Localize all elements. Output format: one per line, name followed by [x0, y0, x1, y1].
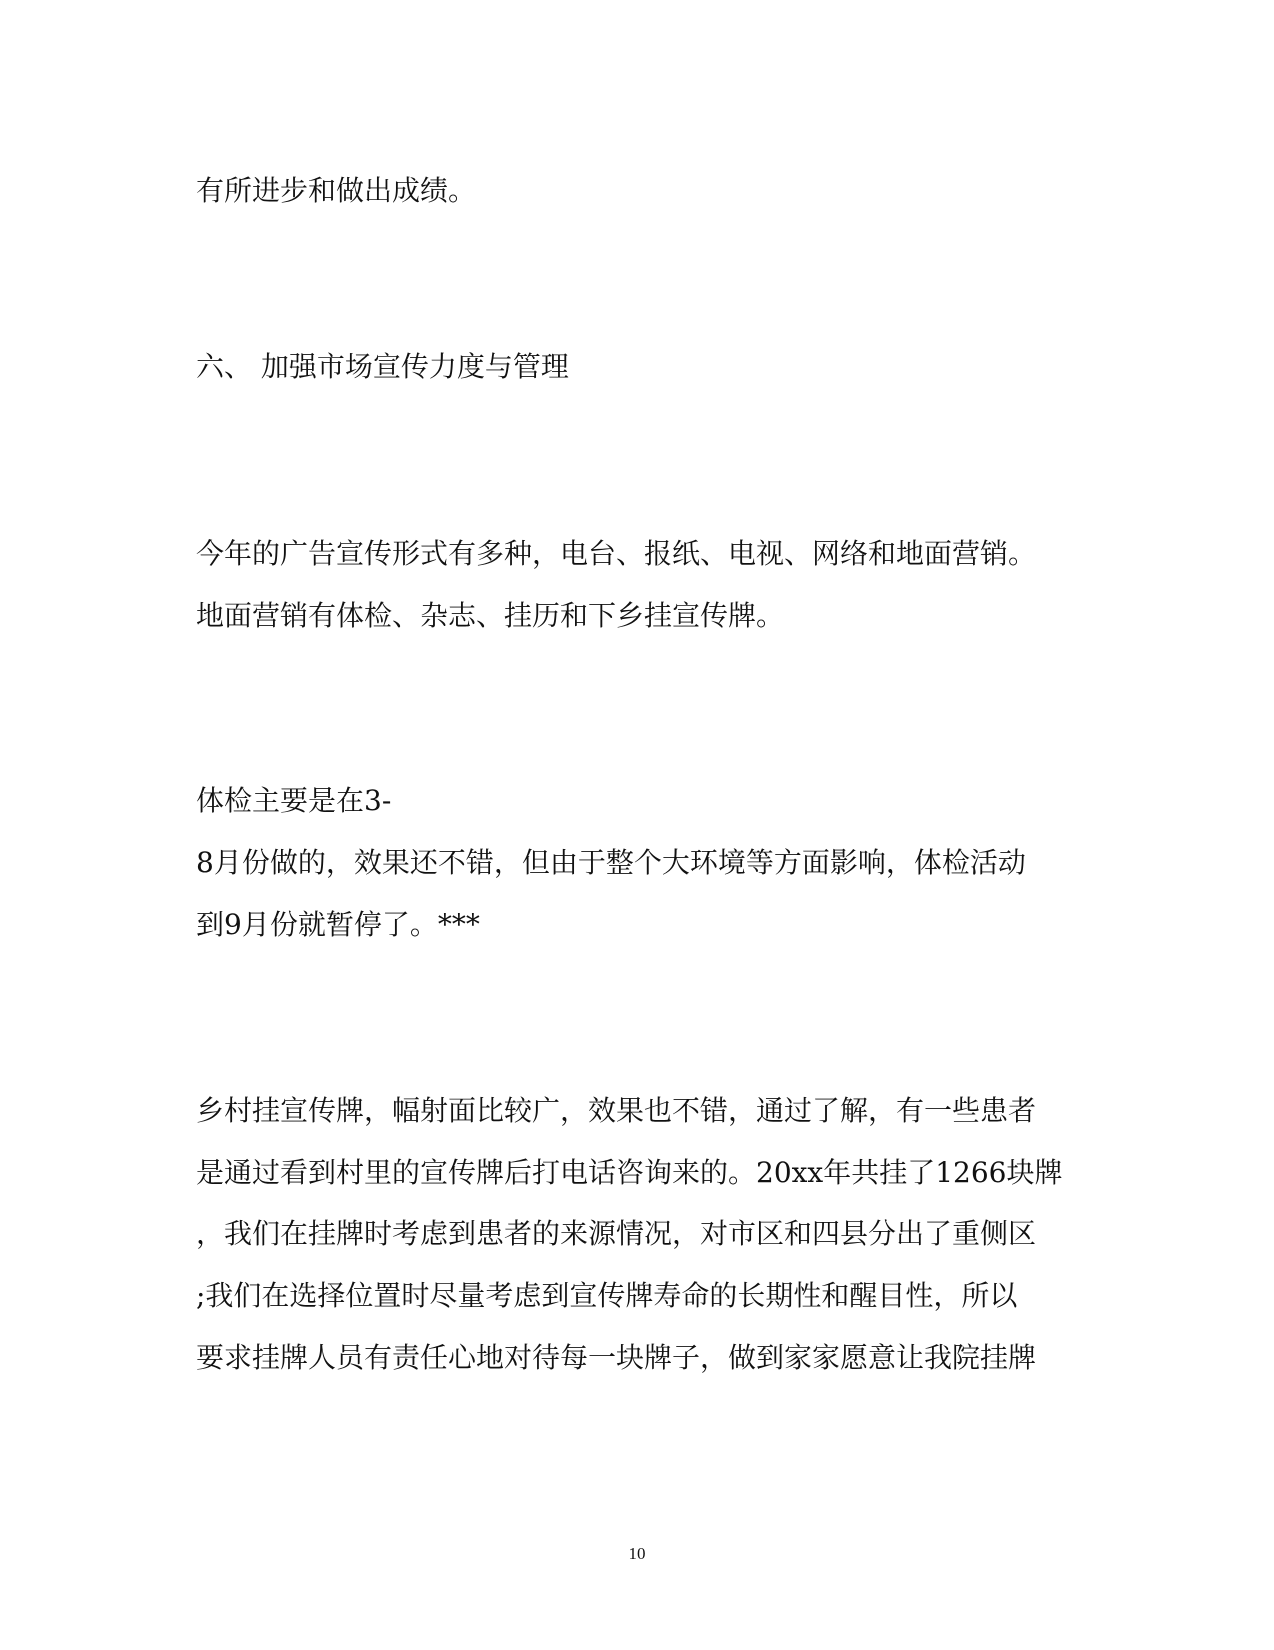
- paragraph-5-line-5: 要求挂牌人员有责任心地对待每一块牌子，做到家家愿意让我院挂牌: [196, 1341, 1037, 1374]
- paragraph-5-line-3: ，我们在挂牌时考虑到患者的来源情况，对市区和四县分出了重侧区: [196, 1217, 1037, 1250]
- page-number: 10: [628, 1544, 646, 1563]
- paragraph-3-line-2: 地面营销有体检、杂志、挂历和下乡挂宣传牌。: [196, 599, 785, 632]
- paragraph-3-line-1: 今年的广告宣传形式有多种，电台、报纸、电视、网络和地面营销。: [196, 537, 1037, 570]
- paragraph-4-line-2: 8月份做的，效果还不错，但由于整个大环境等方面影响，体检活动: [196, 846, 1026, 879]
- paragraph-5-line-1: 乡村挂宣传牌，幅射面比较广，效果也不错，通过了解，有一些患者: [196, 1094, 1037, 1127]
- paragraph-5-line-4: ;我们在选择位置时尽量考虑到宣传牌寿命的长期性和醒目性，所以: [196, 1279, 1018, 1312]
- paragraph-4-line-3: 到9月份就暂停了。***: [196, 908, 480, 941]
- section-heading: 六、 加强市场宣传力度与管理: [196, 350, 569, 383]
- paragraph-5-line-2: 是通过看到村里的宣传牌后打电话咨询来的。20xx年共挂了1266块牌: [196, 1156, 1063, 1189]
- paragraph-1-line-1: 有所进步和做出成绩。: [196, 174, 477, 207]
- paragraph-4-line-1: 体检主要是在3-: [196, 784, 392, 817]
